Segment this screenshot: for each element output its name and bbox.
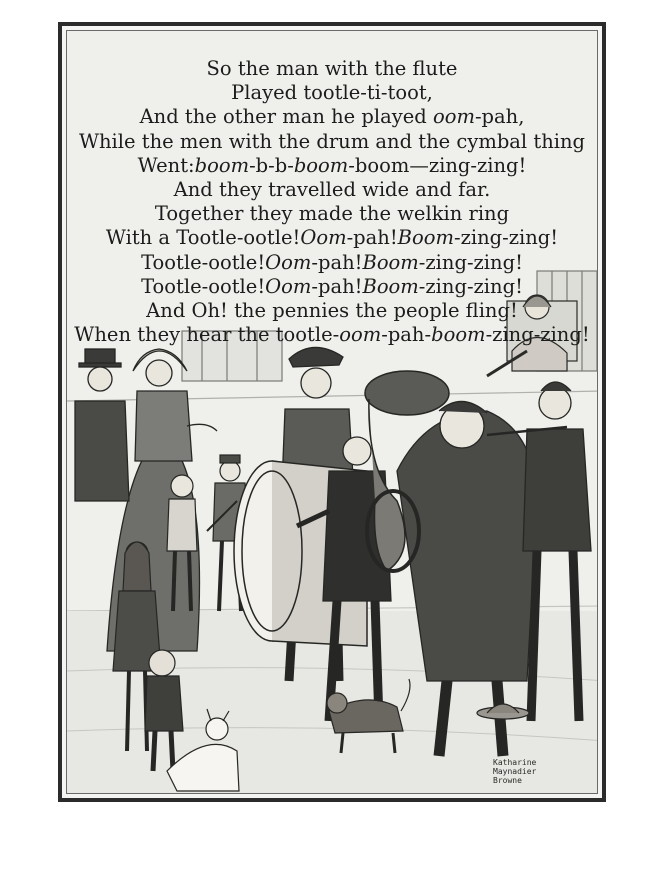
- signature-line-2: Maynadier: [493, 767, 537, 776]
- poem-line-4: While the men with the drum and the cymbal thing: [78, 129, 586, 153]
- poem-line-8: With a Tootle-ootle!Oom-pah!Boom-zing-zing!: [105, 226, 559, 250]
- poem-line-1: So the man with the flute: [206, 57, 458, 80]
- poem-line-2: Played tootle-ti-toot,: [231, 81, 433, 105]
- illustration-panel: [66, 30, 598, 794]
- poem-line-3: And the other man he played oom-pah,: [139, 105, 525, 129]
- illustration-frame: [58, 22, 606, 802]
- artist-signature: [493, 758, 563, 785]
- signature-line-3: Browne: [493, 776, 522, 785]
- poem-verse: [67, 57, 597, 347]
- poem-line-6: And they travelled wide and far.: [173, 178, 491, 202]
- poem-line-9: Tootle-ootle!Oom-pah!Boom-zing-zing!: [141, 250, 523, 274]
- signature-line-1: Katharine: [493, 758, 537, 767]
- poem-line-5: Went:boom-b-b-boom-boom—zing-zing!: [137, 153, 527, 177]
- poem-line-12: When they hear the tootle-oom-pah-boom-zing-zing!: [74, 323, 590, 347]
- poem-line-11: And Oh! the pennies the people fling!: [146, 299, 518, 323]
- poem-line-10: Tootle-ootle!Oom-pah!Boom-zing-zing!: [141, 274, 523, 298]
- poem-line-7: Together they made the welkin ring: [154, 202, 510, 226]
